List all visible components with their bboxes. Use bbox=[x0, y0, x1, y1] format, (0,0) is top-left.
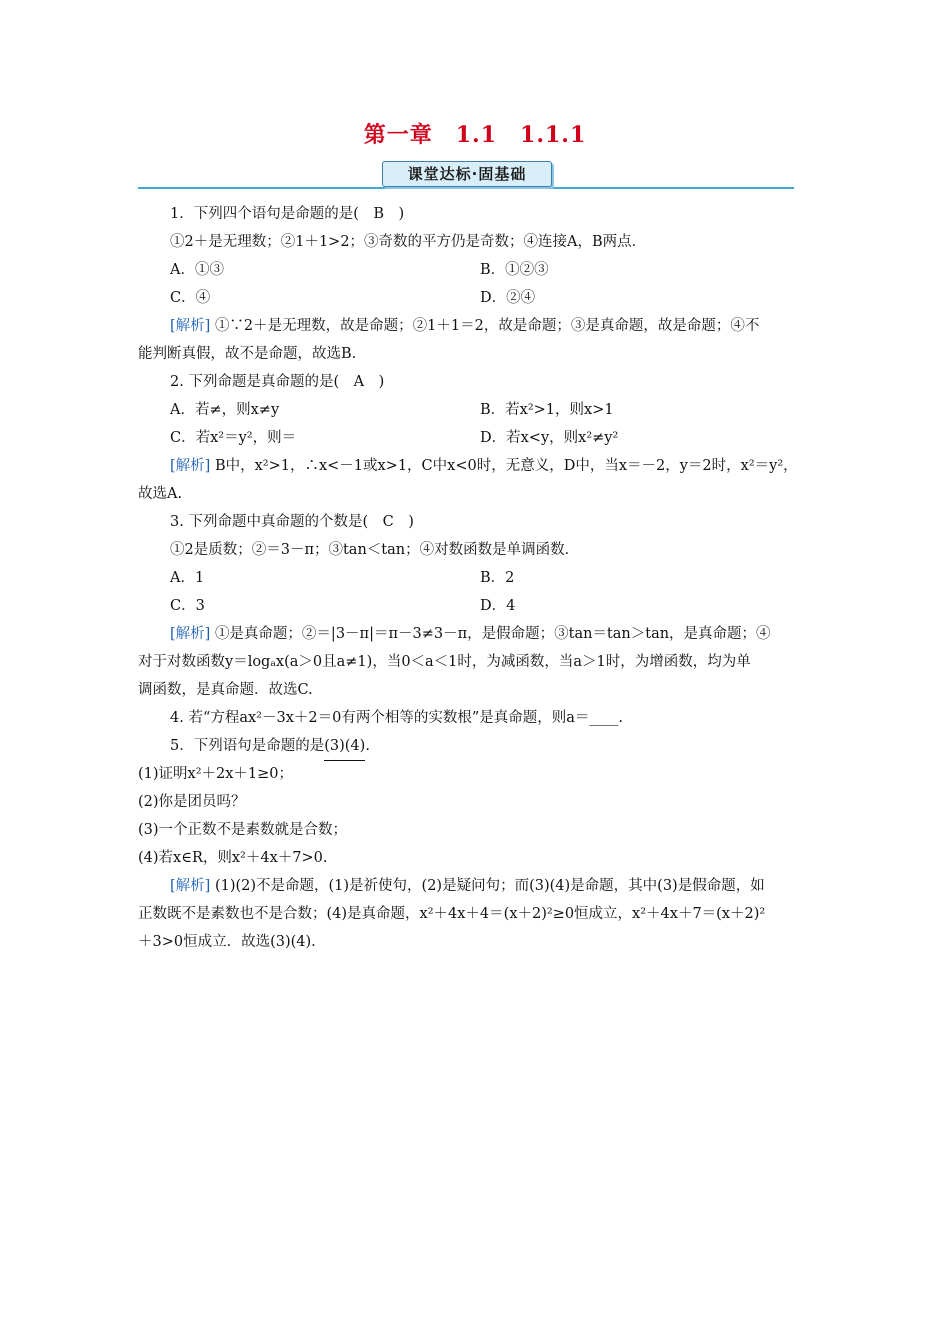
q4-stem-end: . bbox=[618, 710, 624, 726]
banner-label: 课堂达标·固基础 bbox=[382, 161, 552, 187]
q3-items: ①2是质数；②＝3－π；③tan＜tan；④对数函数是单调函数． bbox=[170, 542, 580, 558]
q2-option-a: A．若≠，则x≠y bbox=[170, 402, 280, 418]
q3-analysis-cont: 对于对数函数y＝logₐx(a＞0且a≠1)，当0＜a＜1时，为减函数，当a＞1时，为增函数，均为单 bbox=[138, 654, 751, 670]
q1-items: ①2＋是无理数；②1＋1>2；③奇数的平方仍是奇数；④连接A，B两点． bbox=[170, 234, 647, 250]
q3-stem: 3. 下列命题中真命题的个数是( C ) bbox=[170, 514, 414, 530]
q5-analysis-cont: 正数既不是素数也不是合数；(4)是真命题，x²＋4x＋4＝(x＋2)²≥0恒成立，x²＋4x＋7＝(x＋2)² bbox=[138, 906, 766, 922]
q1-option-d: D．②④ bbox=[480, 290, 536, 306]
q1-analysis bbox=[138, 312, 814, 340]
q1-options-row1 bbox=[138, 256, 814, 284]
q5-analysis bbox=[138, 872, 814, 900]
q5-analysis-cont2: ＋3>0恒成立．故选(3)(4). bbox=[138, 934, 316, 950]
q5-stem-text: 5．下列语句是命题的是 bbox=[170, 738, 325, 754]
q2-options-row2 bbox=[138, 424, 814, 452]
banner-divider bbox=[138, 187, 794, 189]
q1-option-c: C．④ bbox=[170, 290, 211, 306]
q5-item-3: (3)一个正数不是素数就是合数； bbox=[138, 822, 348, 838]
q4-stem bbox=[138, 704, 814, 732]
section-banner bbox=[138, 160, 794, 190]
q3-analysis bbox=[138, 620, 814, 648]
q5-stem-end: . bbox=[365, 738, 370, 754]
q5-stem bbox=[138, 732, 814, 760]
q2-option-c: C．若x²＝y²，则＝ bbox=[170, 430, 297, 446]
q1-analysis-cont: 能判断真假，故不是命题，故选B. bbox=[138, 346, 357, 362]
q1-option-a: A．①③ bbox=[170, 262, 224, 278]
q5-answer-blank: (3)(4) bbox=[324, 732, 365, 761]
q3-option-b: B．2 bbox=[480, 570, 515, 586]
q2-options-row1 bbox=[138, 396, 814, 424]
q2-analysis-cont: 故选A. bbox=[138, 486, 183, 502]
question-list bbox=[138, 200, 814, 956]
q2-analysis-text: B中，x²>1，∴x<－1或x>1，C中x<0时，无意义，D中，当x＝－2，y＝2时，x²＝y²， bbox=[214, 458, 798, 474]
q3-option-d: D．4 bbox=[480, 598, 516, 614]
q1-stem: 1．下列四个语句是命题的是( B ) bbox=[170, 206, 405, 222]
q5-item-4: (4)若x∈R，则x²＋4x＋7>0. bbox=[138, 850, 328, 866]
q3-options-row2 bbox=[138, 592, 814, 620]
q3-options-row1 bbox=[138, 564, 814, 592]
q2-option-b: B．若x²>1，则x>1 bbox=[480, 402, 614, 418]
analysis-label: [解析] bbox=[170, 318, 211, 334]
q2-stem: 2. 下列命题是真命题的是( A ) bbox=[170, 374, 385, 390]
analysis-label: [解析] bbox=[170, 458, 211, 474]
q4-stem-text: 4. 若“方程ax²－3x＋2＝0有两个相等的实数根”是真命题，则a＝ bbox=[170, 710, 590, 726]
q3-option-c: C．3 bbox=[170, 598, 205, 614]
q3-analysis-text: ①是真命题；②＝|3－π|＝π－3≠3－π，是假命题；③tan＝tan＞tan，是真命题；④ bbox=[214, 626, 771, 642]
q1-analysis-text: ①∵2＋是无理数，故是命题；②1＋1＝2，故是命题；③是真命题，故是命题；④不 bbox=[214, 318, 760, 334]
analysis-label: [解析] bbox=[170, 626, 211, 642]
analysis-label: [解析] bbox=[170, 878, 211, 894]
q1-option-b: B．①②③ bbox=[480, 262, 549, 278]
q3-analysis-cont2: 调函数，是真命题．故选C. bbox=[138, 682, 313, 698]
q2-analysis bbox=[138, 452, 814, 480]
q3-option-a: A．1 bbox=[170, 570, 205, 586]
q5-item-2: (2)你是团员吗？ bbox=[138, 794, 246, 810]
q4-blank: ____ bbox=[589, 710, 619, 726]
chapter-title: 第一章 1.1 1.1.1 bbox=[363, 122, 587, 148]
q1-options-row2 bbox=[138, 284, 814, 312]
q2-option-d: D．若x<y，则x²≠y² bbox=[480, 430, 619, 446]
q5-analysis-text: (1)(2)不是命题，(1)是祈使句，(2)是疑问句；而(3)(4)是命题，其中(3)是假命题，如 bbox=[214, 878, 765, 894]
q5-item-1: (1)证明x²＋2x＋1≥0； bbox=[138, 766, 294, 782]
